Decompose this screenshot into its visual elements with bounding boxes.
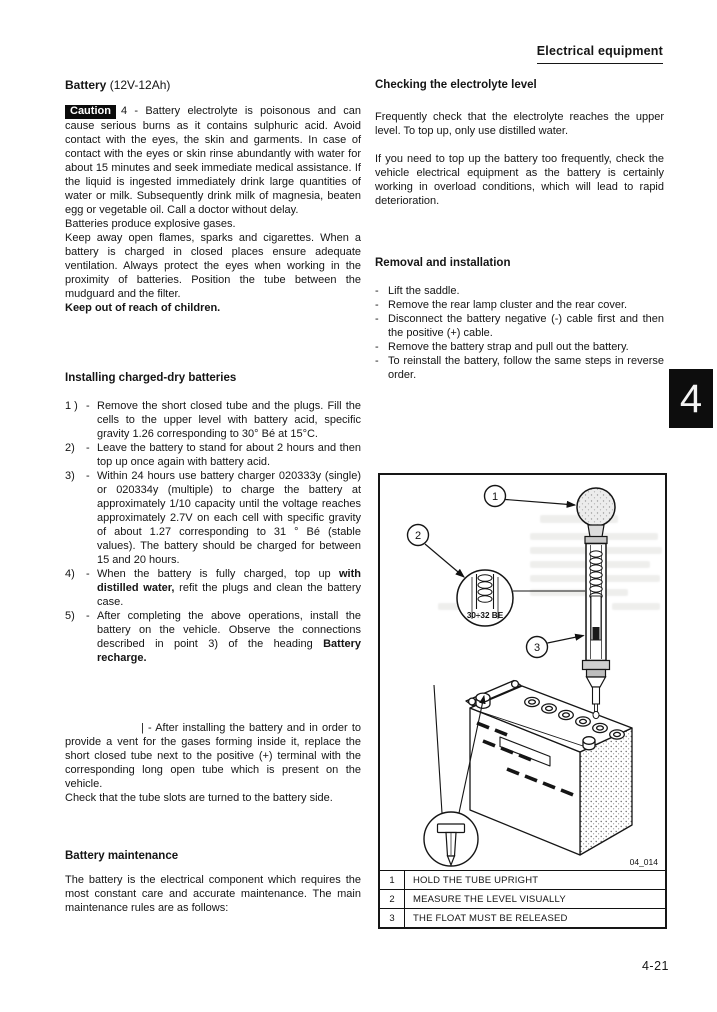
list-item [65, 609, 361, 665]
battery-section-heading [65, 78, 361, 92]
step-text-part: When the battery is fully charged, top up [97, 568, 339, 580]
step-text-bold: Battery recharge. [97, 638, 361, 664]
list-item-text: Lift the saddle. [388, 285, 460, 297]
table-row [380, 871, 665, 890]
list-item [375, 284, 664, 298]
step-number: 3) [65, 470, 75, 482]
step-text-part: Within 24 hours use battery charger 020333y (single) or 020334y (multiple) to charge the battery at approximately 1/10 capacity until the voltage reaches approximately 2.7V on each cell with specific gravity of about 1.27 corresponding to 31 ° Bé (stable values). The battery should be charged for between 15 and 20 hours. [97, 470, 361, 566]
step-dash: - [86, 568, 90, 580]
right-column [375, 78, 664, 382]
scale-magnifier-label: 30÷32 BE [466, 611, 504, 620]
list-item [375, 298, 664, 312]
list-item [375, 312, 664, 340]
step-text-part: Remove the short closed tube and the plugs. Fill the cells to the upper level with battery acid, specific gravity 1.26 corresponding to 30° Bé at 15°C. [97, 400, 361, 440]
gases-line: Batteries produce explosive gases. [65, 218, 236, 230]
callout-3-number: 3 [533, 642, 541, 654]
chapter-tab: 4 [669, 369, 713, 428]
legend-number: 2 [380, 890, 405, 908]
legend-text: MEASURE THE LEVEL VISUALLY [413, 893, 566, 905]
caution-paragraph [65, 104, 361, 217]
page-header-title: Electrical equipment [537, 44, 663, 64]
left-column [65, 78, 361, 915]
maintenance-paragraph: The battery is the electrical component which requires the most constant care and accurate maintenance. The main maintenance rules are as follows: [65, 874, 361, 914]
step-dash: - [86, 610, 90, 622]
vent-note-paragraph: | - After installing the battery and in order to provide a vent for the gases forming inside it, replace the short closed tube next to the positive (+) terminal with the corresponding long open tube which is present on the vehicle. [65, 722, 361, 790]
figure-legend-table [380, 870, 665, 927]
list-item-text: Disconnect the battery negative (-) cable first and then the positive (+) cable. [388, 313, 664, 339]
removal-steps-list [375, 284, 664, 382]
list-item [65, 469, 361, 567]
step-text [97, 609, 361, 665]
maintenance-heading: Battery maintenance [65, 850, 179, 862]
page-number: 4-21 [641, 959, 669, 973]
dash-marker: - [375, 355, 379, 367]
list-item [65, 441, 361, 469]
step-text [97, 567, 361, 609]
step-dash: - [86, 442, 90, 454]
step-text [97, 469, 361, 567]
step-number: 1 ) [65, 400, 78, 412]
step-number: 5) [65, 610, 75, 622]
tube-tip-cap [438, 824, 465, 833]
callout-2-number: 2 [414, 530, 422, 542]
checking-heading: Checking the electrolyte level [375, 79, 537, 91]
step-text-bold: with distilled water, [97, 568, 361, 594]
tube-slots-line: Check that the tube slots are turned to the battery side. [65, 792, 333, 804]
figure-code: 04_014 [629, 857, 658, 867]
step-text-part: refit the plugs and clean the battery case. [97, 582, 361, 608]
step-text [97, 441, 361, 469]
figure-callouts [408, 486, 586, 658]
hydrometer-illustration [380, 475, 665, 869]
battery-heading-spec: (12V-12Ah) [109, 78, 171, 92]
legend-text: HOLD THE TUBE UPRIGHT [413, 874, 539, 886]
dash-marker: - [375, 285, 379, 297]
hydrometer-figure [378, 473, 667, 929]
hydrometer-bulb [577, 488, 615, 526]
step-dash: - [86, 470, 90, 482]
checking-paragraph-2: If you need to top up the battery too frequently, check the vehicle electrical equipment as the battery is certainly working in overload conditions, which will lead to rapid deterioration. [375, 153, 664, 207]
hydrometer-nozzle [593, 687, 600, 704]
legend-text: THE FLOAT MUST BE RELEASED [413, 912, 568, 924]
step-number: 2) [65, 442, 75, 454]
children-warning: Keep out of reach of children. [65, 302, 221, 314]
callout-1-number: 1 [491, 491, 499, 503]
list-item [65, 567, 361, 609]
dash-marker: - [375, 313, 379, 325]
legend-number: 1 [380, 871, 405, 889]
keep-away-paragraph: Keep away open flames, sparks and cigarettes. When a battery is charged in closed places ensure adequate ventilation. Always protect the eyes when working in the proximity of batteries. Position the tube between the mudguard and the filter. [65, 232, 361, 300]
legend-number: 3 [380, 909, 405, 927]
step-number: 4) [65, 568, 75, 580]
battery-heading-bold: Battery [65, 78, 107, 92]
list-item-text: To reinstall the battery, follow the same steps in reverse order. [388, 355, 664, 381]
list-item-text: Remove the battery strap and pull out the battery. [388, 341, 629, 353]
list-item [375, 340, 664, 354]
table-row [380, 890, 665, 909]
list-item [375, 354, 664, 382]
checking-paragraph-1: Frequently check that the electrolyte reaches the upper level. To top up, only use distilled water. [375, 111, 664, 137]
installing-heading: Installing charged-dry batteries [65, 372, 237, 384]
removal-heading: Removal and installation [375, 257, 511, 269]
list-item [65, 399, 361, 441]
caution-text: 4 - Battery electrolyte is poisonous and can cause serious burns as it contains sulphuric acid. Avoid contact with the eyes, the skin and garments. In case of contact with the eyes or skin rinse abundantly with water for about 15 minutes and seek immediate medical assistance. If the liquid is ingested immediately drink large quantities of water or milk. Subsequently drink milk of magnesia, beaten egg or vegetable oil. Call a doctor without delay. [65, 105, 361, 216]
dash-marker: - [375, 341, 379, 353]
table-row [380, 909, 665, 927]
dash-marker: - [375, 299, 379, 311]
battery-drawing [466, 681, 632, 856]
caution-label: Caution [65, 105, 116, 119]
install-steps-list [65, 399, 361, 665]
step-dash: - [86, 400, 90, 412]
step-text [97, 399, 361, 441]
step-text-part: Leave the battery to stand for about 2 hours and then top up once again with battery acid. [97, 442, 361, 468]
step-text-part: After completing the above operations, install the battery on the vehicle. Observe the connections described in point 3) of the heading [97, 610, 361, 650]
list-item-text: Remove the rear lamp cluster and the rear cover. [388, 299, 628, 311]
